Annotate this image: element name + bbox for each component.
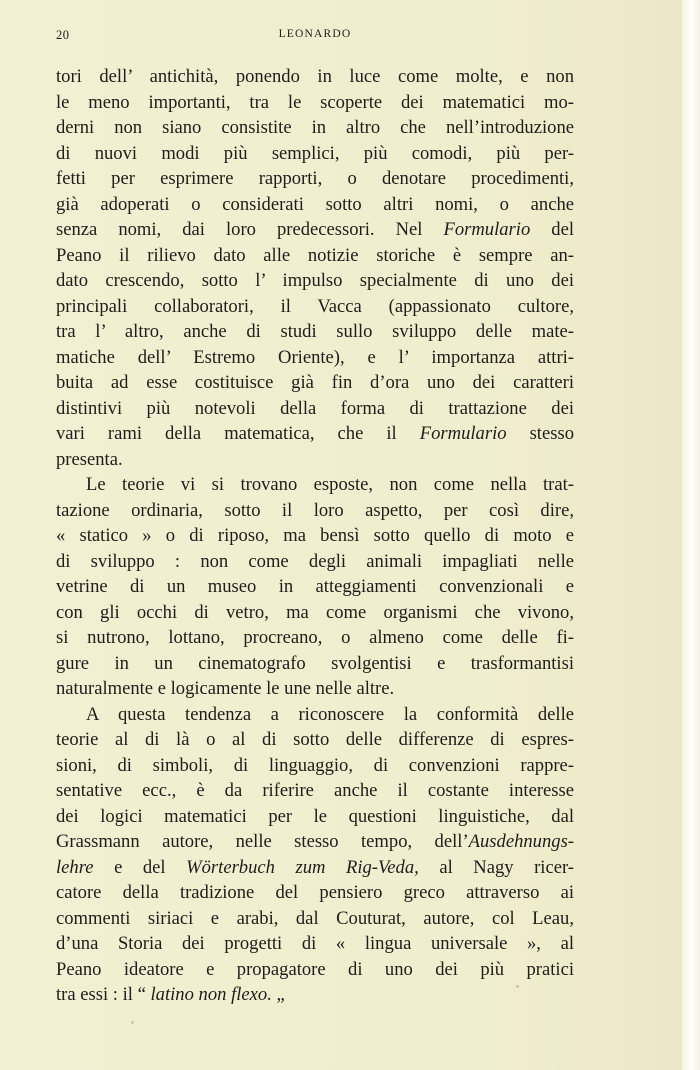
text-line: gure in un cinematografo svolgentisi e trasformantisi	[56, 652, 574, 674]
text-line: principali collaboratori, il Vacca (appassionato cultore,	[56, 295, 574, 317]
text-line: dato crescendo, sotto l’ impulso specialmente di uno dei	[56, 270, 574, 291]
text-line: si nutrono, lottano, procreano, o almeno come delle fi-	[56, 627, 574, 648]
italic-title: Formulario	[443, 219, 531, 240]
text-line: di sviluppo : non come degli animali impagliati nelle	[56, 550, 574, 572]
text-line: vetrine di un museo in atteggiamenti convenzionali e	[56, 576, 574, 597]
text-segment: al Nagy ricer-	[439, 856, 574, 878]
italic-title: latino non flexo.	[150, 984, 272, 1005]
paragraph-end-line: presenta.	[56, 448, 123, 470]
paper-speck	[516, 985, 519, 988]
paragraph-start-line: Le teorie vi si trovano esposte, non come nella trat-	[86, 474, 574, 495]
paper-speck	[131, 1021, 134, 1024]
text-segment: „	[276, 984, 285, 1005]
text-segment: vari rami della matematica, che il	[56, 423, 397, 444]
text-line: distintivi più notevoli della forma di trattazione dei	[56, 397, 574, 419]
text-segment: Grassmann autore, nelle stesso tempo, dell’	[56, 831, 469, 852]
running-head	[56, 28, 574, 48]
text-line: buita ad esse costituisce già fin d’ora uno dei caratteri	[56, 372, 574, 393]
text-segment: del	[551, 219, 575, 240]
text-line: commenti siriaci e arabi, dal Couturat, autore, col Leau,	[56, 907, 574, 929]
text-line	[56, 829, 574, 855]
text-line: Peano ideatore e propagatore di uno dei più pratici	[56, 958, 574, 980]
italic-title: Ausdehnungs-	[468, 831, 574, 852]
body-text	[56, 64, 574, 1008]
page-edge	[682, 0, 700, 1070]
text-line: derni non siano consistite in altro che nell’introduzione	[56, 117, 574, 138]
text-line: già adoperati o considerati sotto altri nomi, o anche	[56, 193, 574, 215]
text-segment: senza nomi, dai loro predecessori. Nel	[56, 219, 423, 240]
text-line: fetti per esprimere rapporti, o denotare procedimenti,	[56, 168, 574, 189]
text-line: le meno importanti, tra le scoperte dei matematici mo-	[56, 91, 574, 113]
italic-title: lehre	[56, 856, 94, 878]
paragraph-start-line: A questa tendenza a riconoscere la conformità delle	[86, 703, 574, 725]
text-line: dei logici matematici per le questioni linguistiche, dal	[56, 805, 574, 827]
text-line: catore della tradizione del pensiero greco attraverso ai	[56, 882, 574, 903]
paragraph-end-line: naturalmente e logicamente le une nelle altre.	[56, 678, 395, 699]
text-line	[56, 855, 574, 881]
text-line	[56, 217, 574, 243]
text-line: tra l’ altro, anche di studi sullo sviluppo delle mate-	[56, 321, 574, 342]
text-line	[56, 421, 574, 447]
text-line: d’una Storia dei progetti di « lingua universale », al	[56, 933, 574, 954]
text-line: con gli occhi di vetro, ma come organismi che vivono,	[56, 601, 574, 623]
text-segment: stesso	[529, 423, 574, 444]
text-line: tazione ordinaria, sotto il loro aspetto, per così dire,	[56, 499, 574, 521]
text-line: di nuovi modi più semplici, più comodi, più per-	[56, 142, 574, 164]
text-line: Peano il rilievo dato alle notizie storiche è sempre an-	[56, 244, 574, 266]
text-line: sioni, di simboli, di linguaggio, di convenzioni rappre-	[56, 754, 574, 776]
italic-title: Formulario	[419, 423, 507, 444]
running-title: LEONARDO	[278, 28, 352, 40]
text-line: matiche dell’ Estremo Oriente), e l’ importanza attri-	[56, 346, 574, 368]
italic-title: Wörterbuch zum Rig-Veda,	[186, 856, 419, 878]
text-segment: e del	[114, 856, 166, 878]
text-line: « statico » o di riposo, ma bensì sotto quello di moto e	[56, 525, 574, 546]
paragraph-end-line	[56, 982, 574, 1008]
page-number: 20	[56, 28, 70, 42]
text-segment: tra essi : il “	[56, 984, 146, 1005]
text-line: teorie al di là o al di sotto delle differenze di espres-	[56, 729, 574, 750]
text-line: sentative ecc., è da riferire anche il costante interesse	[56, 780, 574, 801]
text-line: tori dell’ antichità, ponendo in luce come molte, e non	[56, 66, 574, 87]
